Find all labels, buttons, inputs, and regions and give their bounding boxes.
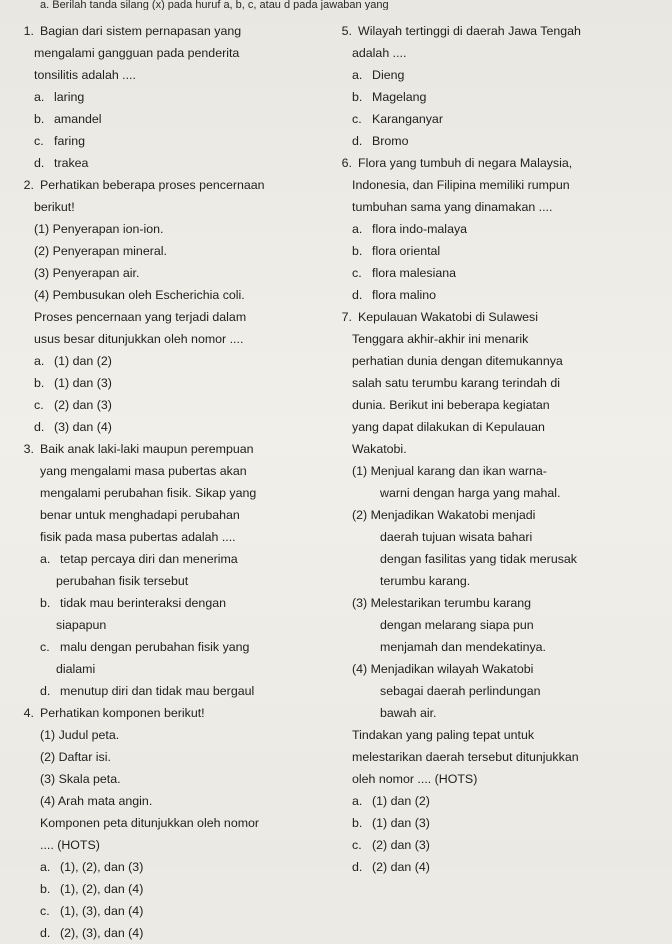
question-text: yang mengalami masa pubertas akan bbox=[40, 464, 247, 478]
right-line bbox=[322, 636, 662, 658]
question-text: benar untuk menghadapi perubahan bbox=[40, 508, 240, 522]
left-line bbox=[4, 372, 322, 394]
question-text: (4) Arah mata angin. bbox=[40, 794, 153, 808]
question-text: salah satu terumbu karang terindah di bbox=[352, 376, 561, 390]
option-letter[interactable]: c. bbox=[352, 266, 362, 280]
left-line bbox=[4, 42, 322, 64]
option-letter[interactable]: d. bbox=[40, 926, 51, 940]
option-text: (2) dan (3) bbox=[54, 398, 112, 412]
left-line bbox=[4, 592, 322, 614]
instruction-header: a. Berilah tanda silang (x) pada huruf a, b, c, atau d pada jawaban yang bbox=[40, 0, 389, 10]
option-text: (1) dan (2) bbox=[372, 794, 430, 808]
left-line bbox=[4, 240, 322, 262]
left-line bbox=[4, 416, 322, 438]
option-letter[interactable]: d. bbox=[40, 684, 51, 698]
left-line bbox=[4, 328, 322, 350]
question-text: (2) Menjadikan Wakatobi menjadi bbox=[352, 508, 536, 522]
right-line bbox=[322, 746, 662, 768]
option-text: flora malino bbox=[372, 288, 437, 302]
left-line bbox=[4, 614, 322, 636]
question-text: Baik anak laki-laki maupun perempuan bbox=[40, 442, 254, 456]
question-text: sebagai daerah perlindungan bbox=[380, 684, 541, 698]
option-text: tidak mau berinteraksi dengan bbox=[60, 596, 226, 610]
left-line bbox=[4, 218, 322, 240]
option-text: (3) dan (4) bbox=[54, 420, 112, 434]
left-line bbox=[4, 834, 322, 856]
question-text: usus besar ditunjukkan oleh nomor .... bbox=[34, 332, 244, 346]
option-letter[interactable]: a. bbox=[352, 222, 363, 236]
left-line bbox=[4, 86, 322, 108]
question-text: perubahan fisik tersebut bbox=[56, 574, 189, 588]
option-letter[interactable]: b. bbox=[352, 90, 363, 104]
left-line bbox=[4, 108, 322, 130]
option-text: (2) dan (3) bbox=[372, 838, 430, 852]
question-text: .... (HOTS) bbox=[40, 838, 100, 852]
right-line bbox=[322, 460, 662, 482]
question-text: bawah air. bbox=[380, 706, 437, 720]
option-text: (1) dan (2) bbox=[54, 354, 112, 368]
option-text: (1), (2), dan (4) bbox=[60, 882, 144, 896]
left-line bbox=[4, 482, 322, 504]
left-line bbox=[4, 636, 322, 658]
option-text: menutup diri dan tidak mau bergaul bbox=[60, 684, 255, 698]
question-text: (3) Melestarikan terumbu karang bbox=[352, 596, 532, 610]
left-line bbox=[4, 702, 322, 724]
option-text: faring bbox=[54, 134, 85, 148]
question-text: siapapun bbox=[56, 618, 107, 632]
question-text: Perhatikan beberapa proses pencernaan bbox=[40, 178, 265, 192]
right-line bbox=[322, 372, 662, 394]
question-number: 2. bbox=[23, 178, 34, 192]
right-line bbox=[322, 394, 662, 416]
question-text: Komponen peta ditunjukkan oleh nomor bbox=[40, 816, 260, 830]
right-line bbox=[322, 174, 662, 196]
option-letter[interactable]: a. bbox=[40, 552, 51, 566]
question-text: (3) Penyerapan air. bbox=[34, 266, 140, 280]
option-text: Magelang bbox=[372, 90, 427, 104]
question-text: tumbuhan sama yang dinamakan .... bbox=[352, 200, 553, 214]
right-line bbox=[322, 812, 662, 834]
option-letter[interactable]: d. bbox=[352, 288, 363, 302]
question-number: 7. bbox=[341, 310, 352, 324]
left-line bbox=[4, 724, 322, 746]
question-text: fisik pada masa pubertas adalah .... bbox=[40, 530, 236, 544]
right-line bbox=[322, 416, 662, 438]
question-text: dengan fasilitas yang tidak merusak bbox=[380, 552, 577, 566]
question-text: adalah .... bbox=[352, 46, 407, 60]
right-line bbox=[322, 834, 662, 856]
left-line bbox=[4, 856, 322, 878]
left-line bbox=[4, 790, 322, 812]
right-line bbox=[322, 614, 662, 636]
left-line bbox=[4, 284, 322, 306]
left-line bbox=[4, 306, 322, 328]
right-line bbox=[322, 504, 662, 526]
question-text: (1) Judul peta. bbox=[40, 728, 120, 742]
option-text: flora malesiana bbox=[372, 266, 457, 280]
option-letter[interactable]: a. bbox=[34, 90, 45, 104]
left-line bbox=[4, 438, 322, 460]
right-line bbox=[322, 20, 662, 42]
option-text: laring bbox=[54, 90, 85, 104]
question-text: menjamah dan mendekatinya. bbox=[380, 640, 546, 654]
right-line bbox=[322, 592, 662, 614]
right-line bbox=[322, 108, 662, 130]
question-text: oleh nomor .... (HOTS) bbox=[352, 772, 478, 786]
question-text: dengan melarang siapa pun bbox=[380, 618, 534, 632]
question-number: 6. bbox=[341, 156, 352, 170]
question-text: berikut! bbox=[34, 200, 75, 214]
question-text: perhatian dunia dengan ditemukannya bbox=[352, 354, 563, 368]
right-line bbox=[322, 328, 662, 350]
question-text: Wakatobi. bbox=[352, 442, 407, 456]
option-text: (1), (2), dan (3) bbox=[60, 860, 144, 874]
option-text: trakea bbox=[54, 156, 89, 170]
question-text: terumbu karang. bbox=[380, 574, 471, 588]
right-line bbox=[322, 526, 662, 548]
left-line bbox=[4, 548, 322, 570]
left-line bbox=[4, 64, 322, 86]
option-letter[interactable]: a. bbox=[34, 354, 45, 368]
option-text: (1), (3), dan (4) bbox=[60, 904, 144, 918]
left-line bbox=[4, 878, 322, 900]
option-letter[interactable]: c. bbox=[352, 112, 362, 126]
option-letter[interactable]: a. bbox=[352, 68, 363, 82]
question-text: Tindakan yang paling tepat untuk bbox=[352, 728, 535, 742]
option-text: amandel bbox=[54, 112, 102, 126]
option-text: (1) dan (3) bbox=[372, 816, 430, 830]
right-line bbox=[322, 130, 662, 152]
right-line bbox=[322, 64, 662, 86]
right-line bbox=[322, 548, 662, 570]
right-line bbox=[322, 306, 662, 328]
question-number: 1. bbox=[23, 24, 34, 38]
left-line bbox=[4, 394, 322, 416]
option-letter[interactable]: b. bbox=[40, 882, 51, 896]
option-letter[interactable]: a. bbox=[352, 794, 363, 808]
option-letter[interactable]: c. bbox=[34, 398, 44, 412]
option-letter[interactable]: c. bbox=[34, 134, 44, 148]
question-text: Wilayah tertinggi di daerah Jawa Tengah bbox=[358, 24, 581, 38]
left-line bbox=[4, 768, 322, 790]
right-line bbox=[322, 680, 662, 702]
right-line bbox=[322, 86, 662, 108]
left-line bbox=[4, 812, 322, 834]
question-text: Bagian dari sistem pernapasan yang bbox=[40, 24, 242, 38]
question-text: Perhatikan komponen berikut! bbox=[40, 706, 205, 720]
left-line bbox=[4, 152, 322, 174]
right-line bbox=[322, 350, 662, 372]
option-text: (1) dan (3) bbox=[54, 376, 112, 390]
right-line bbox=[322, 262, 662, 284]
right-line bbox=[322, 42, 662, 64]
option-letter[interactable]: b. bbox=[34, 112, 45, 126]
option-text: flora indo-malaya bbox=[372, 222, 468, 236]
option-letter[interactable]: d. bbox=[34, 420, 45, 434]
right-line bbox=[322, 152, 662, 174]
option-letter[interactable]: c. bbox=[40, 904, 50, 918]
right-line bbox=[322, 482, 662, 504]
left-line bbox=[4, 504, 322, 526]
option-letter[interactable]: a. bbox=[40, 860, 51, 874]
question-text: dialami bbox=[56, 662, 96, 676]
left-line bbox=[4, 460, 322, 482]
question-text: warni dengan harga yang mahal. bbox=[380, 486, 561, 500]
left-line bbox=[4, 196, 322, 218]
question-text: Indonesia, dan Filipina memiliki rumpun bbox=[352, 178, 570, 192]
option-text: flora oriental bbox=[372, 244, 441, 258]
right-line bbox=[322, 196, 662, 218]
question-text: (2) Penyerapan mineral. bbox=[34, 244, 167, 258]
right-line bbox=[322, 284, 662, 306]
question-text: (1) Menjual karang dan ikan warna- bbox=[352, 464, 547, 478]
option-text: malu dengan perubahan fisik yang bbox=[60, 640, 250, 654]
right-line bbox=[322, 724, 662, 746]
right-line bbox=[322, 658, 662, 680]
question-text: mengalami perubahan fisik. Sikap yang bbox=[40, 486, 257, 500]
question-text: Flora yang tumbuh di negara Malaysia, bbox=[358, 156, 573, 170]
question-text: (3) Skala peta. bbox=[40, 772, 121, 786]
question-text: mengalami gangguan pada penderita bbox=[34, 46, 240, 60]
left-line bbox=[4, 658, 322, 680]
left-column bbox=[4, 20, 322, 944]
right-line bbox=[322, 218, 662, 240]
question-text: (1) Penyerapan ion-ion. bbox=[34, 222, 164, 236]
right-line bbox=[322, 768, 662, 790]
question-text: daerah tujuan wisata bahari bbox=[380, 530, 533, 544]
question-number: 5. bbox=[341, 24, 352, 38]
question-text: Tenggara akhir-akhir ini menarik bbox=[352, 332, 529, 346]
question-text: yang dapat dilakukan di Kepulauan bbox=[352, 420, 545, 434]
option-letter[interactable]: b. bbox=[352, 244, 363, 258]
option-letter[interactable]: d. bbox=[34, 156, 45, 170]
question-number: 3. bbox=[23, 442, 34, 456]
left-line bbox=[4, 526, 322, 548]
question-text: dunia. Berikut ini beberapa kegiatan bbox=[352, 398, 550, 412]
question-text: tonsilitis adalah .... bbox=[34, 68, 136, 82]
option-text: Bromo bbox=[372, 134, 409, 148]
option-text: (2) dan (4) bbox=[372, 860, 430, 874]
right-line bbox=[322, 570, 662, 592]
left-line bbox=[4, 922, 322, 944]
right-column bbox=[322, 20, 662, 878]
question-text: (4) Menjadikan wilayah Wakatobi bbox=[352, 662, 534, 676]
option-letter[interactable]: b. bbox=[34, 376, 45, 390]
question-text: melestarikan daerah tersebut ditunjukkan bbox=[352, 750, 579, 764]
question-text: Proses pencernaan yang terjadi dalam bbox=[34, 310, 247, 324]
left-line bbox=[4, 350, 322, 372]
question-text: (4) Pembusukan oleh Escherichia coli. bbox=[34, 288, 245, 302]
left-line bbox=[4, 262, 322, 284]
question-number: 4. bbox=[23, 706, 34, 720]
question-text: Kepulauan Wakatobi di Sulawesi bbox=[358, 310, 539, 324]
left-line bbox=[4, 174, 322, 196]
question-text: (2) Daftar isi. bbox=[40, 750, 111, 764]
left-line bbox=[4, 20, 322, 42]
option-letter[interactable]: d. bbox=[352, 860, 363, 874]
option-text: (2), (3), dan (4) bbox=[60, 926, 144, 940]
option-letter[interactable]: d. bbox=[352, 134, 363, 148]
right-line bbox=[322, 790, 662, 812]
option-letter[interactable]: c. bbox=[40, 640, 50, 654]
left-line bbox=[4, 900, 322, 922]
option-letter[interactable]: b. bbox=[40, 596, 51, 610]
left-line bbox=[4, 680, 322, 702]
right-line bbox=[322, 702, 662, 724]
option-letter[interactable]: b. bbox=[352, 816, 363, 830]
option-text: tetap percaya diri dan menerima bbox=[60, 552, 238, 566]
left-line bbox=[4, 746, 322, 768]
right-line bbox=[322, 438, 662, 460]
right-line bbox=[322, 240, 662, 262]
left-line bbox=[4, 570, 322, 592]
right-line bbox=[322, 856, 662, 878]
option-letter[interactable]: c. bbox=[352, 838, 362, 852]
option-text: Karanganyar bbox=[372, 112, 443, 126]
option-text: Dieng bbox=[372, 68, 405, 82]
left-line bbox=[4, 130, 322, 152]
